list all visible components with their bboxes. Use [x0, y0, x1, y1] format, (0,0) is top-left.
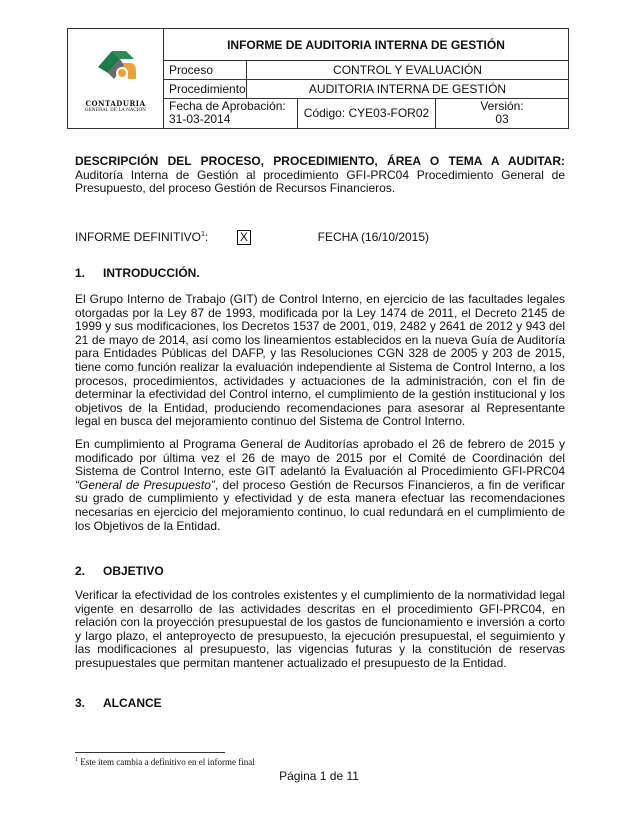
- section-2-paragraph: Verificar la efectividad de los controles existentes y el cumplimiento de la normatividad legal vigente en desarrollo de las actividades descritas en el procedimiento GFI-PRC04, en relación con la proyección presupuestal de los gastos de funcionamiento e inversión a corto y largo plazo, el anteproyecto de presupuesto, la ejecución presupuestal, el seguimiento y las modificaciones al presupuesto, las vigencias futuras y la constitución de reservas presupuestales que permitan mantener actualizado el presupuesto de la Entidad.: [75, 588, 565, 670]
- document-header-table: [67, 28, 569, 129]
- section-1-paragraph-2: [75, 438, 565, 533]
- header-row-meta: [164, 99, 568, 128]
- version-label: Versión:: [480, 99, 524, 113]
- descripcion-paragraph: [75, 155, 565, 196]
- proceso-label: Proceso: [164, 61, 247, 79]
- logo-subtitle: GENERAL DE LA NACION: [84, 108, 147, 113]
- fecha-aprobacion: [164, 99, 298, 128]
- footnote-number: 1: [75, 757, 78, 763]
- section-1-title: INTRODUCCIÓN.: [103, 266, 200, 280]
- informe-fecha: FECHA (16/10/2015): [317, 230, 430, 244]
- informe-footnote-ref: 1: [201, 231, 205, 238]
- procedimiento-label: Procedimiento: [164, 80, 247, 98]
- logo-name: CONTADURIA: [85, 99, 146, 108]
- section-1-paragraph-1: El Grupo Interno de Trabajo (GIT) de Control Interno, en ejercicio de las facultades legales otorgadas por la Ley 87 de 1993, modificada por la Ley 1474 de 2011, el Decreto 2145 de 1999 y sus modificaciones, los Decretos 1537 de 2001, 019, 2482 y 2641 de 2012 y 943 del 21 de mayo de 2014, así como los lineamientos establecidos en la nueva Guía de Auditoría para Entidades Públicas del DAFP, y las Resoluciones CGN 328 de 2005 y 203 de 2015, tiene como función realizar la evaluación independiente al Sistema de Control Interno, a los procesos, procedimientos, actividades y actuaciones de la administración, con el fin de determinar la efectividad del Control interno, el cumplimiento de la gestión institucional y los objetivos de la Entidad, produciendo recomendaciones para asesorar al Representante legal en busca del mejoramiento continuo del Sistema de Control Interno.: [75, 292, 565, 429]
- section-1-p2-start: En cumplimiento al Programa General de Auditorías aprobado el 26 de febrero de 2015 y modificado por última vez el 26 de mayo de 2015 por el Comité de Coordinación del Sistema de Control Interno, este GIT adelantó la Evaluación al Procedimiento GFI-PRC04: [75, 437, 565, 479]
- section-1-p2-italic: “General de Presupuesto”: [75, 477, 215, 492]
- footnote-divider: [75, 752, 225, 753]
- codigo: Código: CYE03-FOR02: [298, 99, 436, 128]
- header-row-procedimiento: [164, 80, 568, 99]
- section-2-title: OBJETIVO: [103, 564, 164, 578]
- version: [436, 99, 568, 128]
- section-2-number: 2.: [75, 564, 86, 578]
- section-3-title: ALCANCE: [103, 696, 162, 710]
- fecha-value: 31-03-2014: [169, 112, 231, 126]
- header-row-proceso: [164, 61, 568, 80]
- descripcion-label: DESCRIPCIÓN DEL PROCESO, PROCEDIMIENTO, ÁREA O TEMA A AUDITAR:: [75, 154, 565, 168]
- section-3-number: 3.: [75, 696, 86, 710]
- page-number: Página 1 de 11: [279, 769, 359, 783]
- informe-label: INFORME DEFINITIVO: [75, 230, 201, 244]
- logo-cell: [68, 29, 164, 128]
- section-1-number: 1.: [75, 266, 86, 280]
- procedimiento-value: AUDITORIA INTERNA DE GESTIÓN: [308, 82, 507, 96]
- footnote-text: Este ítem cambia a definitivo en el informe final: [80, 757, 255, 767]
- header-title: INFORME DE AUDITORIA INTERNA DE GESTIÓN: [164, 29, 568, 61]
- footnote: [75, 757, 255, 767]
- version-value: 03: [495, 112, 509, 126]
- proceso-value: CONTROL Y EVALUACIÓN: [333, 63, 482, 77]
- informe-checkbox: X: [237, 230, 251, 245]
- descripcion-text: Auditoría Interna de Gestión al procedimiento GFI-PRC04 Procedimiento General de Presupuesto, del proceso Gestión de Recursos Financieros.: [75, 167, 565, 196]
- informe-definitivo-line: INFORME DEFINITIVO$^1$: X FECHA (16/10/2015): [75, 230, 430, 244]
- contaduria-logo-icon: [68, 29, 164, 99]
- section-1-p2-end: , del proceso Gestión de Recursos Financieros, a fin de verificar su grado de cumplimiento y efectividad y de esta manera efectuar las recomendaciones necesarias en ejercicio del mejoramiento continuo, lo cual redundará en el cumplimiento de los Objetivos de la Entidad.: [75, 477, 566, 533]
- fecha-label: Fecha de Aprobación:: [169, 99, 286, 113]
